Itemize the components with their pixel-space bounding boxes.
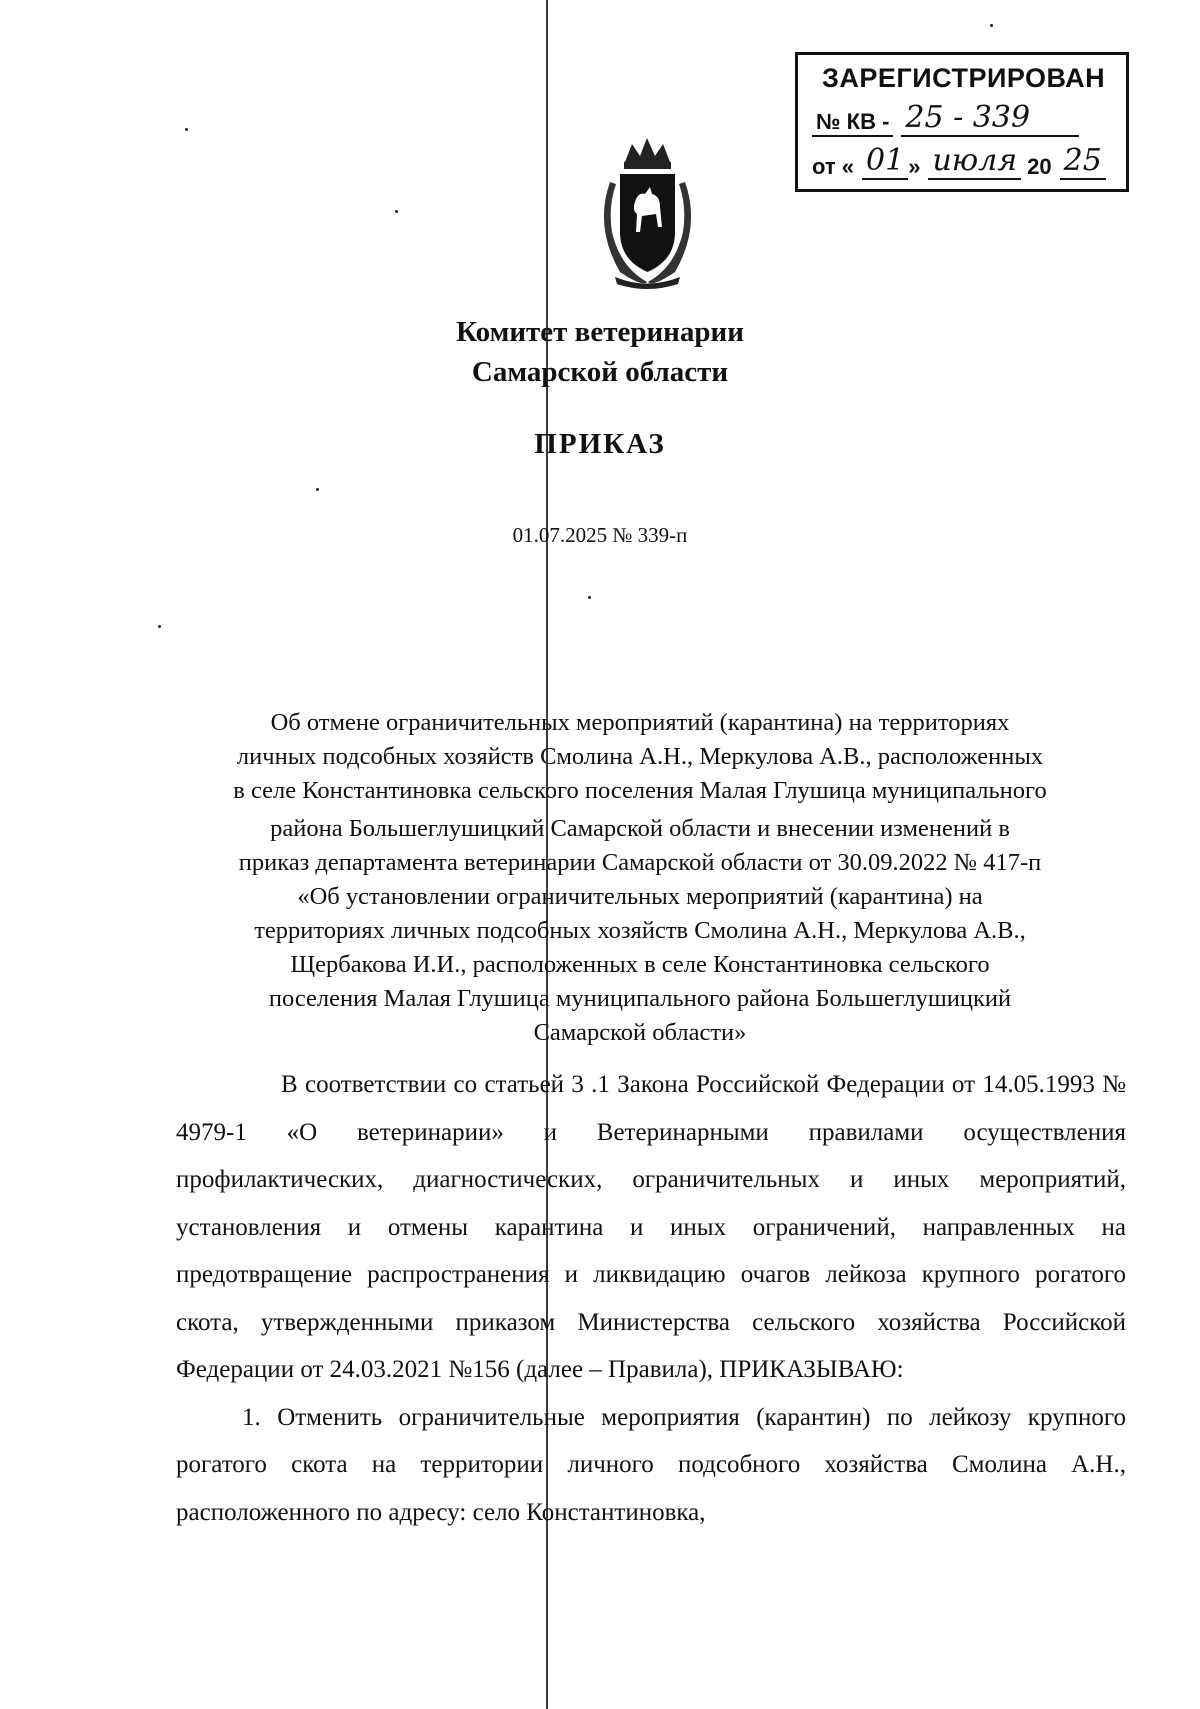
registration-stamp [795,52,1129,192]
stamp-date-mid: » [908,154,921,179]
subject-line: приказ департамента ветеринарии Самарской области от 30.09.2022 № 417-п [238,849,1042,876]
subject-line: в селе Константиновка сельского поселения Малая Глушица муниципального [233,777,1047,804]
stamp-title: ЗАРЕГИСТРИРОВАН [822,63,1106,93]
subject-line: Щербакова И.И., расположенных в селе Константиновка сельского [290,951,990,978]
document-number: 01.07.2025 № 339-п [512,523,688,547]
scan-speck [185,128,188,131]
subject-line: «Об установлении ограничительных мероприятий (карантина) на [297,883,983,910]
body-paragraph: В соответствии со статьей 3 .1 Закона Российской Федерации от 14.05.1993 № 4979-1 «О ветеринарии» и Ветеринарными правилами осуществления профилактических, диагностических, ограничительных и иных мероприятий, установления и отмены карантина и иных ограничений, направленных на предотвращение распространения и ликвидацию очагов лейкоза крупного рогатого скота, утвержденными приказом Министерства сельского хозяйства Российской Федерации от 24.03.2021 №156 (далее – Правила), ПРИКАЗЫВАЮ: [176,1071,1126,1383]
stamp-number-row [812,100,1112,137]
org-line: Самарской области [471,356,729,388]
document-type: ПРИКАЗ [534,428,666,460]
stamp-number-prefix: № КВ - [812,109,893,137]
order-subject [160,706,1120,1050]
scan-speck [395,210,398,213]
subject-line: района Большеглушицкий Самарской области и внесении изменений в [270,815,1010,842]
subject-line: территориях личных подсобных хозяйств Смолина А.Н., Меркулова А.В., [254,917,1026,944]
scan-speck [158,625,161,628]
subject-line: поселения Малая Глушица муниципального района Большеглушицкий [268,985,1012,1012]
stamp-date-month: июля [928,143,1021,180]
subject-line: Самарской области» [533,1019,747,1046]
stamp-date-year-suffix: 25 [1060,143,1106,180]
stamp-number-handwritten: 25 - 339 [901,100,1079,137]
stamp-date-row [812,143,1112,180]
order-body [176,1061,1126,1536]
scan-speck [990,24,993,27]
stamp-date-day: 01 [862,143,908,180]
subject-line: Об отмене ограничительных мероприятий (карантина) на территориях [270,709,1010,736]
stamp-date-prefix: от « [812,154,855,179]
org-line: Комитет ветеринарии [456,316,744,348]
scan-speck [316,488,319,491]
subject-line: личных подсобных хозяйств Смолина А.Н., Меркулова А.В., расположенных [236,743,1044,770]
coat-of-arms-icon [580,132,715,292]
organization-name [0,312,1200,392]
stamp-date-year-prefix: 20 [1027,154,1052,179]
body-paragraph: 1. Отменить ограничительные мероприятия (карантин) по лейкозу крупного рогатого скота на территории личного подсобного хозяйства Смолина А.Н., расположенного по адресу: село Константиновка, [176,1403,1126,1526]
scan-speck [588,596,591,599]
